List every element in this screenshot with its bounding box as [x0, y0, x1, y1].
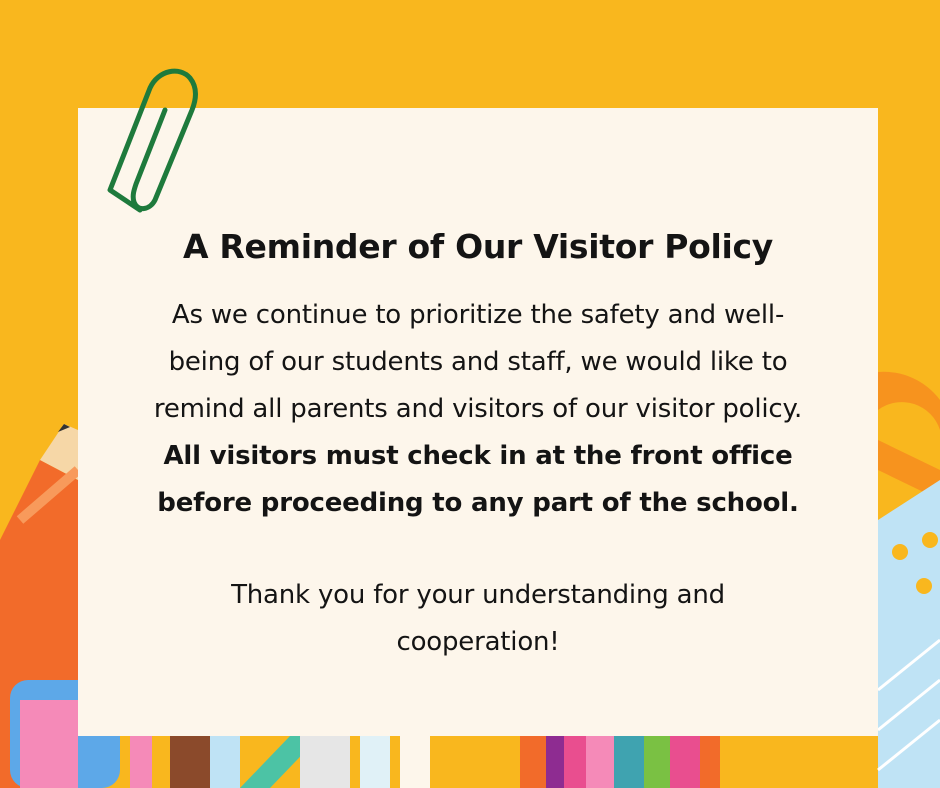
thanks-line: Thank you for your understanding and	[231, 580, 725, 610]
notebook-icon	[878, 480, 940, 788]
protractor-icon	[878, 372, 940, 500]
notice-card	[78, 108, 878, 736]
body-line: remind all parents and visitors of our visitor policy.	[153, 394, 803, 424]
policy-emphasis-line: All visitors must check in at the front office	[163, 441, 793, 471]
policy-emphasis-line: before proceeding to any part of the school.	[157, 488, 799, 518]
thank-you-message	[168, 572, 788, 666]
pens-icon	[130, 736, 720, 788]
notice-title: A Reminder of Our Visitor Policy	[183, 227, 773, 266]
body-line: being of our students and staff, we would like to	[168, 347, 788, 377]
notice-body	[98, 292, 858, 527]
body-line: As we continue to prioritize the safety and well-	[171, 300, 785, 330]
thanks-line: cooperation!	[396, 627, 560, 657]
